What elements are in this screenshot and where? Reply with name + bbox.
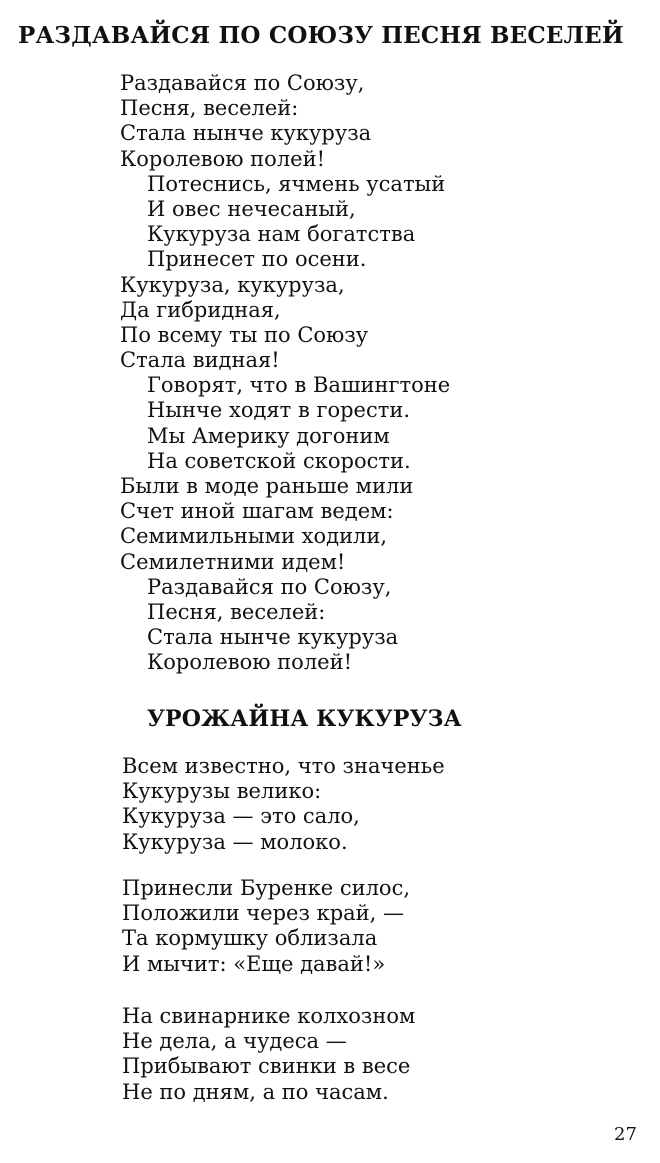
poem-line: Песня, веселей:: [147, 599, 326, 624]
poem-line: И мычит: «Еще давай!»: [122, 951, 386, 976]
poem-line: Кукуруза нам богатства: [147, 222, 416, 247]
stanza: [122, 876, 410, 977]
poem-line: Кукуруза, кукуруза,: [120, 272, 345, 297]
poem-line: Та кормушку облизала: [122, 926, 378, 951]
poem-line: Говорят, что в Вашингтоне: [147, 373, 451, 398]
poem-line: Да гибридная,: [120, 297, 281, 322]
poem-line: Королевою полей!: [120, 146, 326, 171]
stanza: [122, 1004, 415, 1105]
poem-line: Прибывают свинки в весе: [122, 1054, 411, 1079]
poem-line: Семилетними идем!: [120, 549, 346, 574]
poem-line: Принесли Буренке силос,: [122, 876, 411, 900]
poem-line: Потеснись, ячмень усатый: [147, 171, 446, 196]
poem-body: [120, 71, 450, 676]
poem-line: Нынче ходят в горести.: [147, 398, 411, 423]
poem-line: Положили через край, —: [122, 901, 405, 926]
poem-line: Раздавайся по Союзу,: [147, 574, 392, 599]
poem-line: Счет иной шагам ведем:: [120, 499, 394, 524]
poem-line: По всему ты по Союзу: [120, 322, 369, 347]
poem-line: Кукуруза — молоко.: [122, 829, 348, 854]
poem-line: Кукурузы велико:: [122, 779, 322, 804]
poem-line: И овес нечесаный,: [147, 196, 356, 221]
poem-line: Мы Америку догоним: [147, 423, 390, 448]
poem-line: Были в моде раньше мили: [120, 474, 414, 498]
poem-title: УРОЖАЙНА КУКУРУЗА: [147, 706, 462, 732]
poem-line: Королевою полей!: [147, 650, 353, 675]
page-number: 27: [614, 1124, 637, 1145]
poem-line: Не дела, а чудеса —: [122, 1029, 347, 1054]
poem-line: Принесет по осени.: [147, 247, 367, 272]
poem-title: РАЗДАВАЙСЯ ПО СОЮЗУ ПЕСНЯ ВЕСЕЛЕЙ: [18, 22, 624, 49]
poem-line: Семимильными ходили,: [120, 524, 388, 549]
poem-line: На советской скорости.: [147, 448, 411, 473]
poem-line: Стала видная!: [120, 348, 280, 373]
poem-line: Стала нынче кукуруза: [120, 121, 372, 146]
poem-line: Стала нынче кукуруза: [147, 625, 399, 650]
poem-line: Кукуруза — это сало,: [122, 804, 360, 829]
poem-line: Раздавайся по Союзу,: [120, 71, 365, 95]
poem-line: Не по дням, а по часам.: [122, 1079, 389, 1104]
stanza: [122, 754, 445, 855]
poem-line: На свинарнике колхозном: [122, 1004, 416, 1028]
poem-line: Всем известно, что значенье: [122, 754, 445, 778]
poem-line: Песня, веселей:: [120, 96, 299, 121]
